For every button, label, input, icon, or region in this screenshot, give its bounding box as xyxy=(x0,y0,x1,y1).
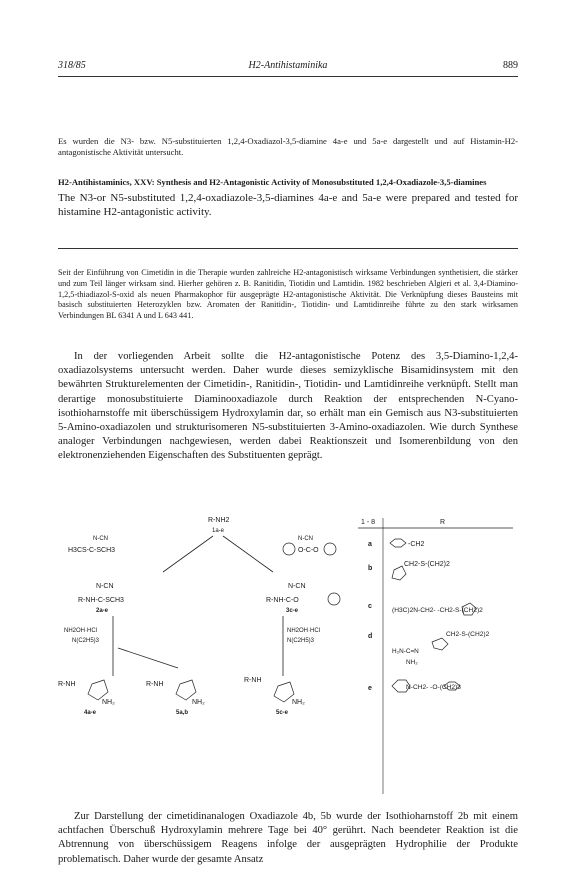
svg-text:NH₂: NH₂ xyxy=(406,659,418,666)
substituent-table xyxy=(358,518,513,794)
reaction-scheme xyxy=(58,508,518,806)
reaction-scheme-graphic xyxy=(58,508,518,806)
product-5-structure xyxy=(146,680,205,716)
left-mid-label: 2a-e xyxy=(96,608,109,614)
svg-text:NH₂: NH₂ xyxy=(102,699,115,706)
section-rule xyxy=(58,248,518,249)
left-mid-ncn: N-CN xyxy=(96,583,114,590)
product-5-label: 5a,b xyxy=(176,710,189,716)
right-start-ncn: N-CN xyxy=(298,536,313,542)
right-reagent-1: NH2OH·HCl xyxy=(287,628,320,634)
row-b-text: CH2-S-(CH2)2 xyxy=(404,561,450,568)
row-c-text: (H3C)2N-CH2- -CH2-S-(CH2)2 xyxy=(392,607,483,614)
row-a-key: a xyxy=(368,541,372,548)
row-c-key: c xyxy=(368,603,372,610)
left-start-ncn: N-CN xyxy=(93,536,108,542)
row-a-text: -CH2 xyxy=(408,541,425,548)
product-4-label: 4a-e xyxy=(84,710,97,716)
row-e-key: e xyxy=(368,685,372,692)
right-mid-label: 3c-e xyxy=(286,608,299,614)
header-rule xyxy=(58,76,518,77)
body-paragraph: In der vorliegenden Arbeit sollte die H2-antagonistische Potenz des 3,5-Diamino-1,2,4-oxadiazolsystems untersucht werden. Daher wurde dieses semizyklische Bisamidinsystem mit den bewährten Strukturelementen der Cimetidin-, Ranitidin-, Tiotidin- und Lamtidinreihe verknüpft. Stellt man derartige monosubstituierte Diaminooxadiazole durch Reaktion der entsprechenden N-Cyano-isothioharnstoffe mit überschüssigem Hydroxylamin dar, so erhält man ein Gemisch aus N3-substituierten 5-Amino-oxadiazolen und strukturisomeren N5-substituierten 3-Amino-oxadiazolen. Wie durch Synthese analoger Verbindungen nachgewiesen, werden dabei Reaktionszeit und Isomerenbildung von den elektronenziehenden Eigenschaften des Substituenten geprägt. xyxy=(58,351,518,462)
svg-text:NH₂: NH₂ xyxy=(292,699,305,706)
svg-text:R-NH: R-NH xyxy=(244,677,262,684)
scheme-top-label: 1a-e xyxy=(212,528,225,534)
left-reagent-1: NH2OH·HCl xyxy=(64,628,97,634)
scheme-top-reagent: R-NH2 xyxy=(208,517,230,524)
intro-paragraph: Seit der Einführung von Cimetidin in die Therapie wurden zahlreiche H2-antagonistisch wirksame Verbindungen synthetisiert, die stärker und zum Teil länger wirksam sind. Hierher gehören z. B. Ranitidin, Tiotidin und Lamtidin. 1982 beschrieben Algieri et al. 3,4-Diamino-1,2,5-thiadiazol-S-oxid als neuen Pharmakophor für ausgeprägte H2-antagonistische Aktivität. Die Verknüpfung dieses Bausteins mit basisch substituierten Heterozyklen bzw. Aromaten der Ranitidin-, Tiotidin- und Lamtidinreihe führte zu den stark wirksamen Verbindungen BL 6341 A und L 643 441. xyxy=(58,268,518,321)
svg-text:R-NH: R-NH xyxy=(58,681,76,688)
running-header xyxy=(58,60,518,74)
left-start: H3CS-C-SCH3 xyxy=(68,547,116,554)
table-header-right: R xyxy=(440,519,446,526)
right-mid: R-NH-C-O xyxy=(266,597,299,604)
header-title: H2-Antihistaminika xyxy=(248,60,328,71)
right-start: O-C-O xyxy=(298,547,319,554)
header-issue: 318/85 xyxy=(58,60,86,71)
left-mid: R-NH-C-SCH3 xyxy=(78,597,124,604)
bottom-paragraph: Zur Darstellung der cimetidinanalogen Oxadiazole 4b, 5b wurde der Isothioharnstoff 2b mit einem achtfachen Überschuß Hydroxylamin mehrere Tage bei 40° gerührt. Nach beendeter Reaktion ist die Abtrennung von überschüssigem Reagens infolge der ausgeprägten Hydrophilie der Produkte problematisch. Daher wurde der gesamte Ansatz xyxy=(58,811,518,865)
english-abstract xyxy=(58,177,518,219)
svg-text:H₂N-C=N: H₂N-C=N xyxy=(392,648,419,655)
row-d-key: d xyxy=(368,633,373,640)
row-d-text: CH2-S-(CH2)2 xyxy=(446,631,490,638)
svg-text:NH₂: NH₂ xyxy=(192,699,205,706)
right-reagent-2: N(C2H5)3 xyxy=(287,638,315,644)
product-4-structure xyxy=(58,680,115,716)
german-abstract: Es wurden die N3- bzw. N5-substituierten 1,2,4-Oxadiazol-3,5-diamine 4a-e und 5a-e dargestellt und auf Histamin-H2-antagonistische Aktivität untersucht. xyxy=(58,136,518,157)
row-b-key: b xyxy=(368,565,373,572)
english-title: H2-Antihistaminics, XXV: Synthesis and H2-Antagonistic Activity of Monosubstituted 1,2,4-Oxadiazole-3,5-diamines xyxy=(58,177,487,187)
header-page-number: 889 xyxy=(503,60,518,71)
product-5c-structure xyxy=(244,677,305,716)
product-5c-label: 5c-e xyxy=(276,710,289,716)
row-e-text: N-CH2- -O-(CH2)3 xyxy=(406,684,461,691)
english-text: The N3-or N5-substituted 1,2,4-oxadiazole-3,5-diamines 4a-e and 5a-e were prepared and tested for histamine H2-antagonistic activity. xyxy=(58,191,518,218)
svg-text:R-NH: R-NH xyxy=(146,681,164,688)
table-header-left: 1 - 8 xyxy=(361,519,376,526)
left-reagent-2: N(C2H5)3 xyxy=(72,638,100,644)
right-mid-ncn: N-CN xyxy=(288,583,306,590)
